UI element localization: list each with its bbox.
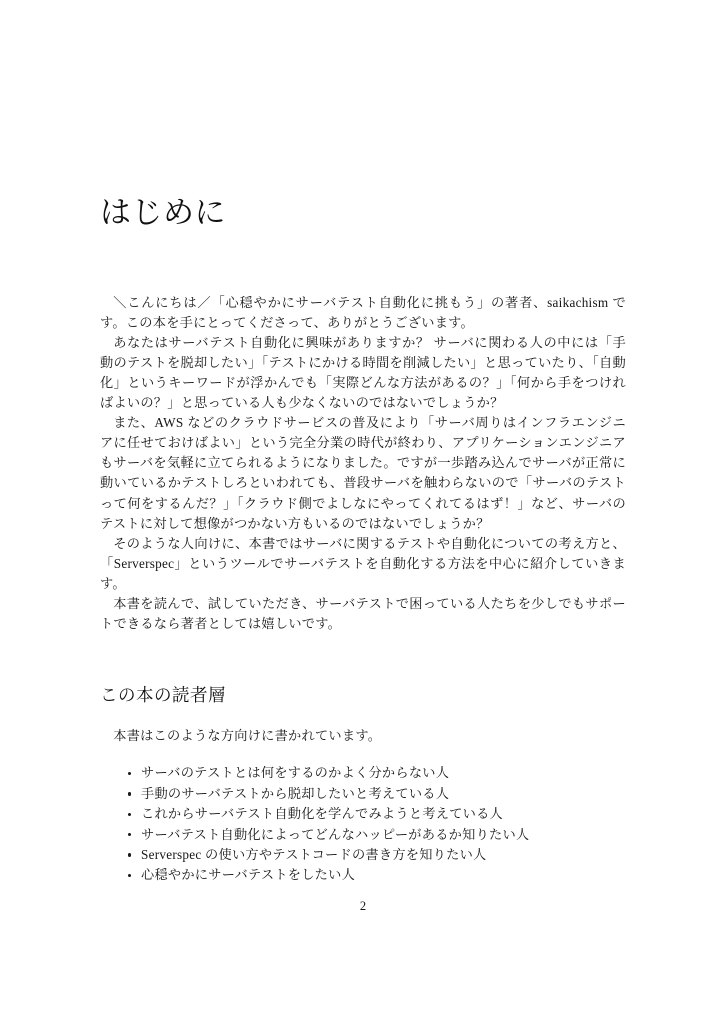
reader-audience-list [100,746,626,885]
list-item [100,845,626,865]
section-lead-text: 本書はこのような方向けに書かれています。 [113,728,382,744]
bullet-icon [128,874,131,877]
section-heading-reader-audience: この本の読者層 [100,686,226,707]
list-item-label: 手動のサーバテストから脱却したいと考えている人 [141,785,450,801]
body-paragraph: そのような人向けに、本書ではサーバに関するテストや自動化についての考え方と、「Serverspec」というツールでサーバテストを自動化する方法を中心に紹介していきます。 [100,535,626,591]
list-item [100,784,626,804]
bullet-icon [128,833,131,836]
list-item-label: 心穏やかにサーバテストをしたい人 [141,867,356,883]
bullet-icon [128,853,131,856]
bullet-icon [128,772,131,775]
bullet-icon [128,813,131,816]
page-title: はじめに [100,195,226,231]
list-item-label: サーバテスト自動化によってどんなハッピーがあるか知りたい人 [141,826,530,842]
list-item [100,804,626,824]
body-paragraph: あなたはサーバテスト自動化に興味がありますか？ サーバに関わる人の中には「手動のテストを脱却したい」「テストにかける時間を削減したい」と思っていたり、「自動化」というキーワードが浮かんでも「実際どんな方法があるの？」「何から手をつければよいの？」と思っている人も少なくないのではないでしょうか？ [100,334,626,411]
body-paragraph: また、AWS などのクラウドサービスの普及により「サーバ周りはインフラエンジニアに任せておけばよい」という完全分業の時代が終わり、アプリケーションエンジニアもサーバを気軽に立てられるようになりました。ですが一歩踏み込んでサーバが正常に動いているかテストしろといわれても、普段サーバを触わらないので「サーバのテストって何をするんだ？」「クラウド側でよしなにやってくれてるはず！」など、サーバのテストに対して想像がつかない方もいるのではないでしょうか？ [100,415,626,531]
list-item [100,865,626,885]
list-item-label: Serverspec の使い方やテストコードの書き方を知りたい人 [141,846,487,862]
bullet-icon [128,792,131,795]
body-paragraph: ＼こんにちは／「心穏やかにサーバテスト自動化に挑もう」の著者、saikachism です。この本を手にとってくださって、ありがとうございます。 [100,294,626,330]
page-content [100,0,626,886]
page-number: 2 [359,899,367,913]
list-item [100,825,626,845]
list-item [100,763,626,783]
list-item-label: これからサーバテスト自動化を学んでみようと考えている人 [141,806,503,822]
list-item-label: サーバのテストとは何をするのかよく分からない人 [141,765,450,781]
body-paragraph: 本書を読んで、試していただき、サーバテストで困っている人たちを少しでもサポートできるなら著者としては嬉しいです。 [100,596,626,632]
